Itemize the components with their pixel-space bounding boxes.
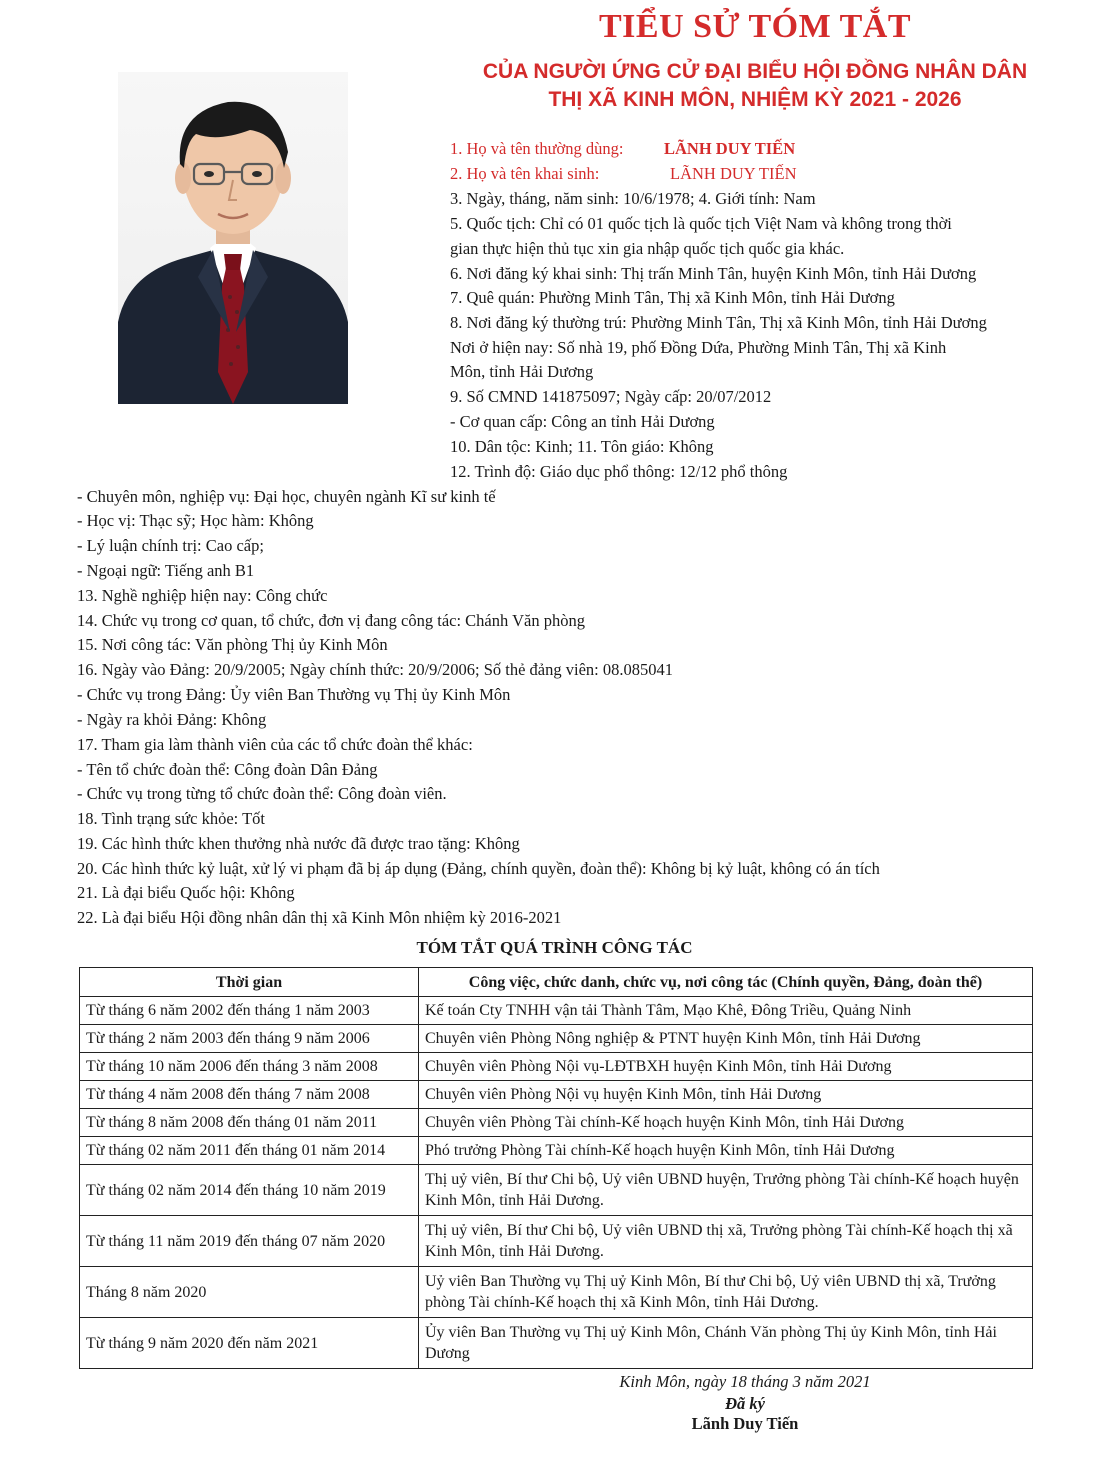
current-address-line-1: Nơi ở hiện nay: Số nhà 19, phố Đồng Dứa, Phường Minh Tân, Thị xã Kinh — [450, 338, 947, 357]
party-membership: 16. Ngày vào Đảng: 20/9/2005; Ngày chính thức: 20/9/2006; Số thẻ đảng viên: 08.085041 — [77, 660, 673, 679]
degree: - Học vị: Thạc sỹ; Học hàm: Không — [77, 511, 314, 530]
signed-note: Đã ký — [725, 1394, 765, 1413]
time-cell: Từ tháng 2 năm 2003 đến tháng 9 năm 2006 — [80, 1025, 419, 1053]
id-card: 9. Số CMND 141875097; Ngày cấp: 20/07/2012 — [450, 387, 772, 406]
organization-name: - Tên tổ chức đoàn thể: Công đoàn Dân Đảng — [77, 760, 378, 779]
job-cell: Uỷ viên Ban Thường vụ Thị uỷ Kinh Môn, Bí thư Chi bộ, Uỷ viên UBND thị xã, Trưởng phòng Tài chính-Kế hoạch thị xã Kinh Môn, tỉnh Hải Dương. — [419, 1267, 1033, 1318]
table-row — [80, 1109, 1033, 1137]
discipline: 20. Các hình thức kỷ luật, xử lý vi phạm đã bị áp dụng (Đảng, chính quyền, đoàn thể): Không bị kỷ luật, không có án tích — [77, 859, 880, 878]
time-cell: Từ tháng 02 năm 2014 đến tháng 10 năm 2019 — [80, 1165, 419, 1216]
job-cell: Chuyên viên Phòng Nội vụ huyện Kinh Môn, tỉnh Hải Dương — [419, 1081, 1033, 1109]
job-cell: Chuyên viên Phòng Nông nghiệp & PTNT huyện Kinh Môn, tỉnh Hải Dương — [419, 1025, 1033, 1053]
nationality-line-1: 5. Quốc tịch: Chỉ có 01 quốc tịch là quốc tịch Việt Nam và không trong thời — [450, 214, 952, 233]
birthdate-gender: 3. Ngày, tháng, năm sinh: 10/6/1978; 4. Giới tính: Nam — [450, 189, 816, 208]
table-row — [80, 1216, 1033, 1267]
table-row — [80, 997, 1033, 1025]
candidate-portrait — [118, 72, 348, 404]
table-row — [80, 1025, 1033, 1053]
health-status: 18. Tình trạng sức khỏe: Tốt — [77, 809, 265, 828]
job-cell: Kế toán Cty TNHH vận tải Thành Tâm, Mạo Khê, Đông Triều, Quảng Ninh — [419, 997, 1033, 1025]
full-name-common-value: LÃNH DUY TIẾN — [664, 139, 796, 158]
table-row — [80, 1267, 1033, 1318]
time-cell: Từ tháng 11 năm 2019 đến tháng 07 năm 2020 — [80, 1216, 419, 1267]
time-cell: Từ tháng 8 năm 2008 đến tháng 01 năm 2011 — [80, 1109, 419, 1137]
job-cell: Chuyên viên Phòng Tài chính-Kế hoạch huyện Kinh Môn, tỉnh Hải Dương — [419, 1109, 1033, 1137]
id-issuer: - Cơ quan cấp: Công an tỉnh Hải Dương — [450, 412, 715, 431]
council-member: 22. Là đại biểu Hội đồng nhân dân thị xã Kinh Môn nhiệm kỳ 2016-2021 — [77, 908, 562, 927]
job-cell: Thị uỷ viên, Bí thư Chi bộ, Uỷ viên UBND huyện, Trưởng phòng Tài chính-Kế hoạch huyện Kinh Môn, tỉnh Hải Dương. — [419, 1165, 1033, 1216]
job-cell: Chuyên viên Phòng Nội vụ-LĐTBXH huyện Kinh Môn, tỉnh Hải Dương — [419, 1053, 1033, 1081]
foreign-language: - Ngoại ngữ: Tiếng anh B1 — [77, 561, 255, 580]
time-cell: Từ tháng 02 năm 2011 đến tháng 01 năm 2014 — [80, 1137, 419, 1165]
full-name-common-label: 1. Họ và tên thường dùng: — [450, 139, 624, 158]
full-name-birth-value: LÃNH DUY TIẾN — [670, 164, 797, 183]
document-subtitle-1: CỦA NGƯỜI ỨNG CỬ ĐẠI BIỂU HỘI ĐỒNG NHÂN DÂN — [482, 60, 1028, 83]
career-table — [79, 967, 1033, 1369]
time-cell: Từ tháng 6 năm 2002 đến tháng 1 năm 2003 — [80, 997, 419, 1025]
current-address-line-2: Môn, tỉnh Hải Dương — [450, 362, 594, 381]
hometown: 7. Quê quán: Phường Minh Tân, Thị xã Kinh Môn, tỉnh Hải Dương — [450, 288, 895, 307]
table-row — [80, 1137, 1033, 1165]
full-name-birth-label: 2. Họ và tên khai sinh: — [450, 164, 600, 183]
specialization: - Chuyên môn, nghiệp vụ: Đại học, chuyên ngành Kĩ sư kinh tế — [77, 487, 496, 506]
job-cell: Thị uỷ viên, Bí thư Chi bộ, Uỷ viên UBND thị xã, Trưởng phòng Tài chính-Kế hoạch thị xã Kinh Môn, tỉnh Hải Dương. — [419, 1216, 1033, 1267]
occupation: 13. Nghề nghiệp hiện nay: Công chức — [77, 586, 328, 605]
place-and-date: Kinh Môn, ngày 18 tháng 3 năm 2021 — [619, 1372, 871, 1391]
table-row — [80, 1165, 1033, 1216]
table-row — [80, 1081, 1033, 1109]
ethnicity-religion: 10. Dân tộc: Kinh; 11. Tôn giáo: Không — [450, 437, 714, 456]
time-cell: Tháng 8 năm 2020 — [80, 1267, 419, 1318]
party-exit: - Ngày ra khỏi Đảng: Không — [77, 710, 267, 729]
nationality-line-2: gian thực hiện thủ tục xin gia nhập quốc tịch quốc gia khác. — [450, 239, 845, 258]
political-theory: - Lý luận chính trị: Cao cấp; — [77, 536, 264, 555]
birth-registration: 6. Nơi đăng ký khai sinh: Thị trấn Minh Tân, huyện Kinh Môn, tỉnh Hải Dương — [450, 264, 977, 283]
job-cell: Ủy viên Ban Thường vụ Thị uỷ Kinh Môn, Chánh Văn phòng Thị ủy Kinh Môn, tỉnh Hải Dương — [419, 1318, 1033, 1369]
permanent-residence: 8. Nơi đăng ký thường trú: Phường Minh Tân, Thị xã Kinh Môn, tỉnh Hải Dương — [450, 313, 987, 332]
signer-name: Lãnh Duy Tiến — [691, 1414, 799, 1433]
table-row — [80, 1053, 1033, 1081]
organization-position: - Chức vụ trong từng tổ chức đoàn thể: Công đoàn viên. — [77, 784, 447, 803]
job-cell: Phó trưởng Phòng Tài chính-Kế hoạch huyện Kinh Môn, tỉnh Hải Dương — [419, 1137, 1033, 1165]
time-cell: Từ tháng 4 năm 2008 đến tháng 7 năm 2008 — [80, 1081, 419, 1109]
career-table-title: TÓM TẮT QUÁ TRÌNH CÔNG TÁC — [416, 938, 693, 957]
column-header-job: Công việc, chức danh, chức vụ, nơi công tác (Chính quyền, Đảng, đoàn thể) — [419, 968, 1033, 997]
position: 14. Chức vụ trong cơ quan, tổ chức, đơn vị đang công tác: Chánh Văn phòng — [77, 611, 585, 630]
organizations: 17. Tham gia làm thành viên của các tổ chức đoàn thể khác: — [77, 735, 473, 754]
national-assembly: 21. Là đại biểu Quốc hội: Không — [77, 883, 295, 902]
education-level: 12. Trình độ: Giáo dục phổ thông: 12/12 phổ thông — [450, 462, 788, 481]
time-cell: Từ tháng 10 năm 2006 đến tháng 3 năm 2008 — [80, 1053, 419, 1081]
document-subtitle-2: THỊ XÃ KINH MÔN, NHIỆM KỲ 2021 - 2026 — [548, 88, 962, 111]
table-row — [80, 1318, 1033, 1369]
workplace: 15. Nơi công tác: Văn phòng Thị ủy Kinh Môn — [77, 635, 388, 654]
time-cell: Từ tháng 9 năm 2020 đến năm 2021 — [80, 1318, 419, 1369]
column-header-time: Thời gian — [80, 968, 419, 997]
party-position: - Chức vụ trong Đảng: Ủy viên Ban Thường vụ Thị ủy Kinh Môn — [77, 685, 511, 704]
document-title: TIỂU SỬ TÓM TẮT — [598, 8, 911, 45]
awards: 19. Các hình thức khen thưởng nhà nước đã được trao tặng: Không — [77, 834, 520, 853]
